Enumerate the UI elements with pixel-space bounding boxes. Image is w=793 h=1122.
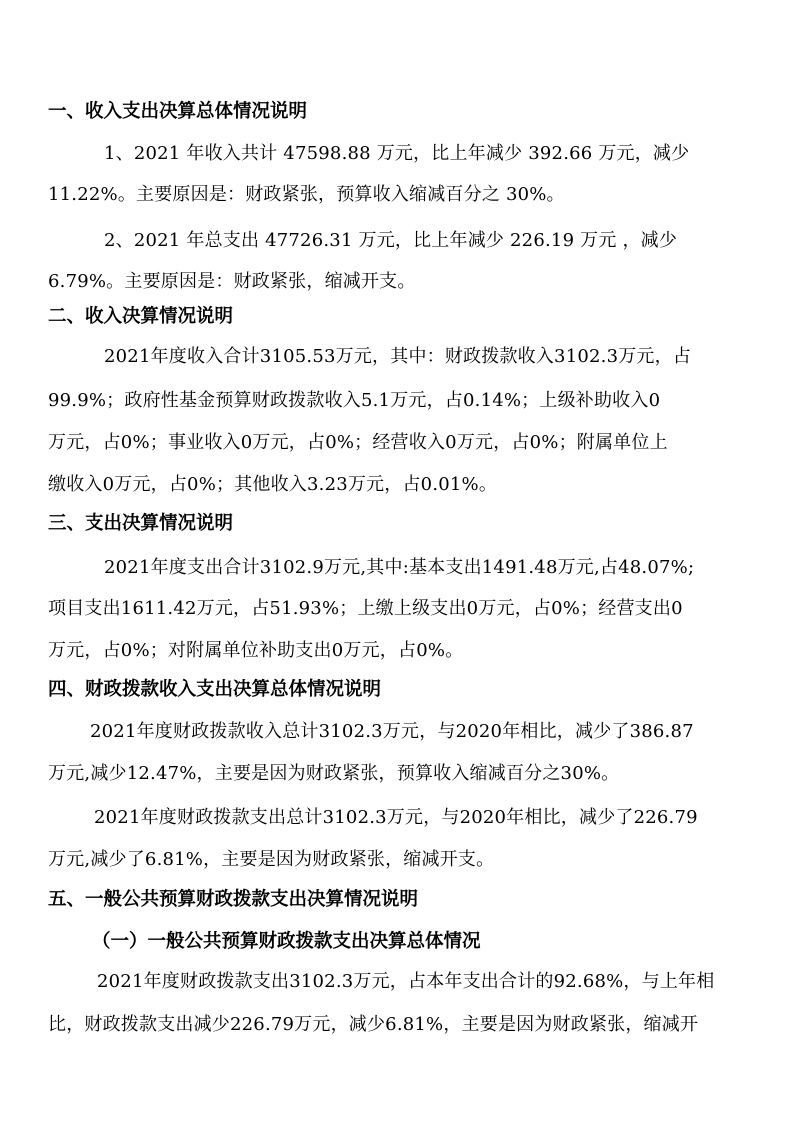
s1-p1-line-1: 1、2021 年收入共计 47598.88 万元，比上年减少 392.66 万元，减少	[104, 143, 690, 164]
s4-p2-line-2: 万元,减少了6.81%，主要是因为财政紧张，缩减开支。	[48, 849, 495, 870]
s4-p1-line-1: 2021年度财政拨款收入总计3102.3万元，与2020年相比，减少了386.87	[90, 721, 694, 742]
section-4-heading: 四、财政拨款收入支出决算总体情况说明	[48, 679, 382, 700]
s2-p1-line-3: 万元，占0%；事业收入0万元，占0%；经营收入0万元，占0%；附属单位上	[48, 432, 668, 453]
section-2-heading: 二、收入决算情况说明	[48, 306, 234, 327]
s1-p2-line-2: 6.79%。主要原因是：财政紧张，缩减开支。	[48, 271, 416, 292]
s2-p1-line-2: 99.9%；政府性基金预算财政拨款收入5.1万元，占0.14%；上级补助收入0	[48, 390, 661, 411]
s5-p1-line-1: 2021年度财政拨款支出3102.3万元，占本年支出合计的92.68%，与上年相	[97, 971, 715, 992]
s2-p1-line-1: 2021年度收入合计3105.53万元，其中：财政拨款收入3102.3万元，占	[104, 346, 692, 367]
section-1-heading: 一、收入支出决算总体情况说明	[48, 101, 308, 122]
s5-p1-line-2: 比，财政拨款支出减少226.79万元，减少6.81%，主要是因为财政紧张，缩减开	[48, 1014, 699, 1035]
section-3-heading: 三、支出决算情况说明	[48, 513, 234, 534]
s1-p2-line-1: 2、2021 年总支出 47726.31 万元，比上年减少 226.19 万元 ，减少	[104, 230, 678, 251]
s2-p1-line-4: 缴收入0万元，占0%；其他收入3.23万元，占0.01%。	[48, 474, 498, 495]
s1-p1-line-2: 11.22%。主要原因是：财政紧张，预算收入缩减百分之 30%。	[48, 184, 565, 205]
s3-p1-line-1: 2021年度支出合计3102.9万元,其中:基本支出1491.48万元,占48.07%;	[104, 557, 695, 578]
s4-p1-line-2: 万元,减少12.47%，主要是因为财政紧张，预算收入缩减百分之30%。	[48, 763, 620, 784]
section-5-heading: 五、一般公共预算财政拨款支出决算情况说明	[48, 889, 419, 910]
s4-p2-line-1: 2021年度财政拨款支出总计3102.3万元，与2020年相比，减少了226.79	[94, 807, 698, 828]
section-5-sub-heading: （一）一般公共预算财政拨款支出决算总体情况	[92, 931, 481, 952]
s3-p1-line-3: 万元，占0%；对附属单位补助支出0万元，占0%。	[48, 640, 464, 661]
s3-p1-line-2: 项目支出1611.42万元，占51.93%；上缴上级支出0万元，占0%；经营支出0	[48, 598, 683, 619]
